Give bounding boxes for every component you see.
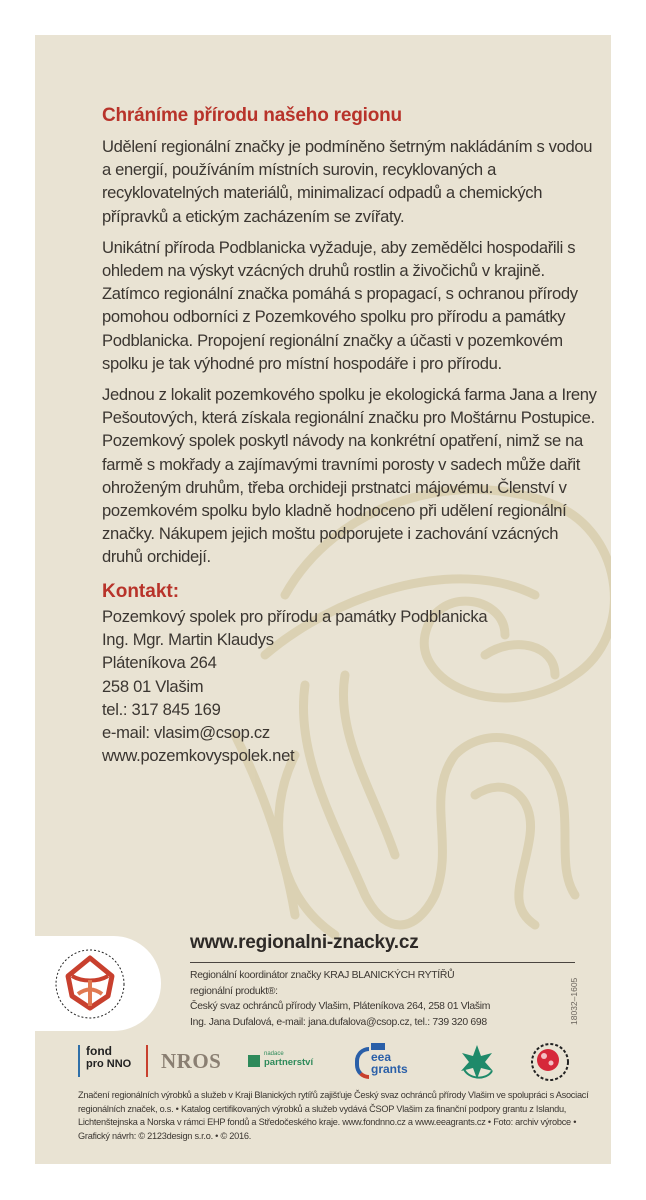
nros-logo: NROS bbox=[161, 1049, 222, 1073]
nadace-line1: nadace bbox=[264, 1051, 284, 1057]
fond-pro-nno-logo bbox=[78, 1045, 150, 1079]
contact-heading: Kontakt: bbox=[102, 580, 180, 602]
coordinator-info bbox=[190, 968, 570, 1030]
coordinator-line: regionální produkt®: bbox=[190, 985, 278, 997]
contact-street: Pláteníkova 264 bbox=[102, 653, 217, 673]
coordinator-line: Ing. Jana Dufalová, e-mail: jana.dufalova@csop.cz, tel.: 739 320 698 bbox=[190, 1016, 487, 1028]
brochure-panel bbox=[35, 35, 611, 1164]
contact-website[interactable]: www.pozemkovyspolek.net bbox=[102, 746, 295, 766]
fine-print: Značení regionálních výrobků a služeb v Kraji Blanických rytířů zajišťuje Český svaz ochránců přírody Vlašim ve spolupráci s Asociací regionálních značek, o.s. • Katalog certifikovaných výrobků a služeb vydává ČSOP Vlašim za finanční podpory grantu z Islandu, Lichtenštejnska a Norska v rámci EHP fondů a Středočeského kraje. www.fondnno.cz a www.eeagrants.cz • Foto: archiv výrobce • Grafický návrh: © 2123design s.r.o. • © 2016. bbox=[78, 1090, 589, 1141]
contact-email[interactable]: e-mail: vlasim@csop.cz bbox=[102, 723, 270, 743]
contact-phone: tel.: 317 845 169 bbox=[102, 699, 221, 719]
eea-line2: grants bbox=[371, 1062, 408, 1076]
paragraph-2: Unikátní příroda Podblanicka vyžaduje, aby zemědělci hospodařili s ohledem na výskyt vzácných druhů rostlin a živočichů v krajině. Zatímco regionální značka pomáhá s propagací, s ochranou přírody pomohou odborníci z Pozemkového spolku pro přírodu a památky Podblanicka. Propojení regionální značky a účasti v pozemkovém spolku je tak výhodné pro místní hospodáře i pro přírodu. bbox=[102, 237, 578, 373]
nadace-line2: partnerství bbox=[264, 1057, 314, 1068]
contact-person: Ing. Mgr. Martin Klaudys bbox=[102, 629, 274, 649]
sponsor-logos bbox=[78, 1041, 578, 1085]
coordinator-line: Český svaz ochránců přírody Vlašim, Pláteníkova 264, 258 01 Vlašim bbox=[190, 1001, 491, 1012]
eea-line1: eea bbox=[371, 1050, 392, 1064]
contact-city: 258 01 Vlašim bbox=[102, 676, 204, 696]
regional-product-badge-tab bbox=[35, 936, 161, 1031]
fond-line2: pro NNO bbox=[86, 1058, 132, 1070]
fond-line1: fond bbox=[86, 1044, 112, 1058]
print-code: 18032–1605 bbox=[569, 977, 579, 1025]
nadace-partnerstvi-logo bbox=[248, 1051, 324, 1073]
coordinator-line: Regionální koordinátor značky KRAJ BLANICKÝCH RYTÍŘŮ bbox=[190, 970, 455, 981]
divider bbox=[190, 962, 575, 963]
eea-grants-logo bbox=[355, 1041, 415, 1081]
regional-product-badge-icon bbox=[50, 944, 130, 1024]
contact-organization: Pozemkový spolek pro přírodu a památky Podblanicka bbox=[102, 606, 488, 626]
main-content bbox=[102, 105, 602, 768]
csop-leaf-logo bbox=[456, 1041, 498, 1083]
section-title: Chráníme přírodu našeho regionu bbox=[102, 105, 402, 126]
paragraph-1: Udělení regionální značky je podmíněno šetrným nakládáním s vodou a energií, používáním místních surovin, recyklovaných a recyklovatelných materiálů, minimalizací odpadů a chemických přípravků a etickým zacházením se zvířaty. bbox=[102, 137, 593, 226]
regional-brand-rose-logo bbox=[528, 1041, 572, 1083]
regional-brand-website[interactable]: www.regionalni-znacky.cz bbox=[190, 932, 419, 953]
paragraph-3: Jednou z lokalit pozemkového spolku je ekologická farma Jana a Ireny Pešoutových, která získala regionální značku pro Moštárnu Postupice. Pozemkový spolek poskytl návody na konkrétní opatření, nimž se na farmě s mokřady a zajímavými travními porosty v sadech může dařit ohroženým druhům, třeba orchideji prstnatci májovému. Členství v pozemkovém spolku bylo kladně hodnoceno při udělení regionální značky. Nákupem jejich moštu podporujete i zachování vzácných druhů orchidejí. bbox=[102, 385, 597, 567]
